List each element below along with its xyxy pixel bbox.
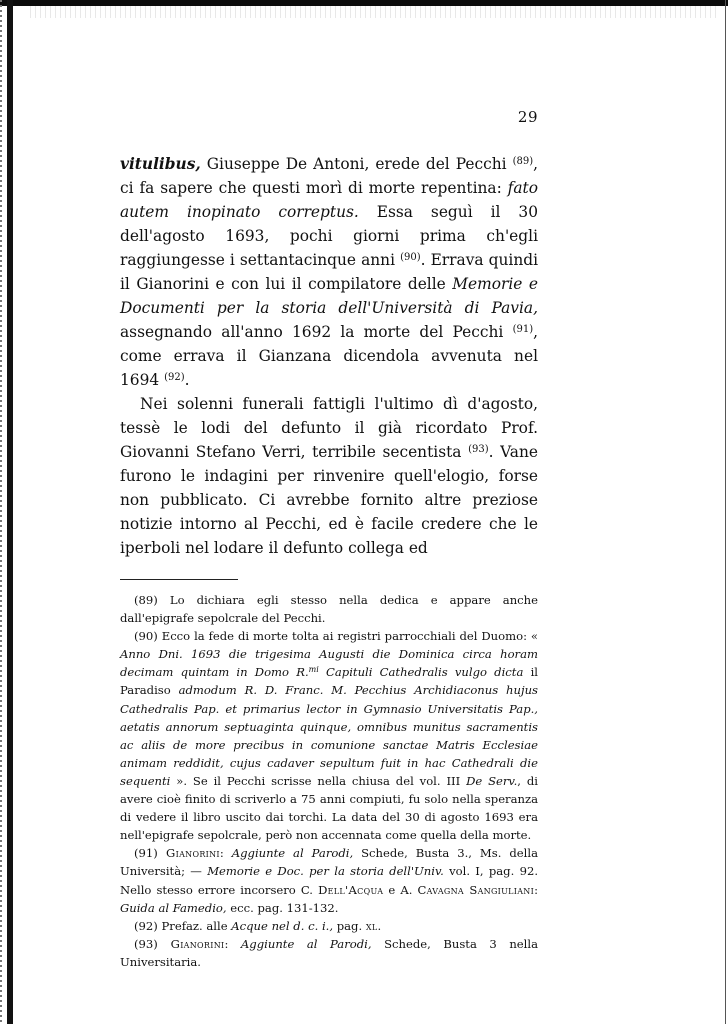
text-run: . Vane furono le indagini per rinvenire quell'elogio, forse non pubblicato. Ci avrebbe fornito altre preziose notizie intorno al Pecchi, ed è facile credere che le iperboli nel lodare il defunto collega ed: [120, 443, 538, 557]
body-text: [120, 152, 538, 560]
footnote-mark: (90): [134, 629, 158, 644]
footnote-separator: [120, 579, 238, 580]
text-run: Prefaz. alle: [157, 918, 232, 933]
footnote-mark: (93): [134, 936, 158, 951]
text-run: ecc. pag. 131-132.: [226, 900, 339, 915]
work-title: Memorie e Doc. per la storia dell'Univ.: [207, 864, 444, 879]
text-run: Ecco la fede di morte tolta ai registri parrocchiali del Duomo: «: [157, 629, 538, 644]
footnote-92: [120, 917, 538, 935]
latin-quote: admodum R. D. Franc. M. Pecchius Archidiaconus hujus Cathedralis Pap. et primarius lector in Gymnasio Universitatis Pap., aetatis annorum septuaginta quinque, omnibus munitus sacramentis ac aliis de more precibus in comunione sanctae Matris Ecclesiae animam reddidit, cujus cadaver sepultum fuit in hac Cathedrali die sequenti: [120, 683, 538, 788]
author-name: Gianorini: [157, 846, 220, 861]
latin-quote: Capituli Cathedralis vulgo dicta: [318, 665, 524, 680]
text-run: e A.: [383, 882, 418, 897]
work-title: Aggiunte al Parodi,: [231, 846, 354, 861]
author-name: Gianorini: [157, 936, 225, 951]
footnote-ref-93[interactable]: (93): [468, 444, 489, 455]
text-run: Essa seguì il 30 dell'agosto 1693, pochi giorni prima ch'egli raggiungesse i settantacinque anni: [120, 203, 538, 269]
text-run: , di avere cioè finito di scriverlo a 75 anni compiuti, fu solo nella speranza di vedere il libro uscito dai torchi. La data del 30 di agosto 1693 era nell'epigrafe sepolcrale, però non accennata come quella della morte.: [120, 773, 538, 843]
text-run: :: [224, 936, 241, 951]
book-page: [120, 104, 538, 971]
text-run: :: [534, 882, 538, 897]
text-run: Giuseppe De Antoni, erede del Pecchi: [200, 155, 513, 173]
footnote-ref-89[interactable]: (89): [512, 156, 534, 167]
paragraph-2: [120, 392, 538, 560]
text-run: assegnando all'anno 1692 la morte del Pecchi: [120, 323, 513, 341]
text-run: Schede, Busta 3., Ms. della Università; —: [120, 846, 538, 879]
footnote-ref-92[interactable]: (92): [164, 372, 185, 383]
text-run: Schede, Busta 3 nella Universitaria.: [120, 936, 538, 969]
work-title: Aggiunte al Parodi,: [240, 936, 372, 951]
scan-noise: [30, 6, 720, 18]
footnote-89: [120, 591, 538, 627]
text-run: pag.: [333, 918, 366, 933]
scan-border-left: [7, 0, 13, 1024]
author-name: Cavagna Sangiuliani: [417, 882, 535, 897]
latin-phrase: vitulibus,: [120, 155, 201, 173]
text-run: Nei solenni funerali fattigli l'ultimo dì d'agosto, tessè le lodi del defunto il già ricordato Prof. Giovanni Stefano Verri, terribile secentista: [120, 395, 538, 461]
text-run: . Errava quindi il Gianorini e con lui il compilatore delle: [120, 251, 539, 293]
footnote-91: [120, 844, 538, 916]
work-title: Acque nel d. c. i.,: [231, 918, 334, 933]
text-run: :: [219, 846, 232, 861]
footnote-90: [120, 627, 538, 844]
footnote-ref-90[interactable]: (90): [400, 252, 421, 263]
footnote-mark: (92): [134, 918, 158, 933]
text-run: , ci fa sapere che questi morì di morte repentina:: [120, 155, 538, 197]
scan-border-right: [725, 0, 726, 1024]
author-name: Dell'Acqua: [318, 882, 384, 897]
footnote-ref-91[interactable]: (91): [512, 324, 534, 335]
text-run: ». Se il Pecchi scrisse nella chiusa del vol. III: [170, 773, 467, 788]
footnote-93: [120, 935, 538, 971]
abbrev-superscript: mi: [308, 665, 319, 675]
work-title: De Serv.: [466, 773, 518, 788]
roman-numeral: xl: [365, 918, 378, 933]
footnote-mark: (91): [134, 846, 158, 861]
text-run: , come errava il Gianzana dicendola avvenuta nel 1694: [120, 323, 538, 389]
latin-quote: fato autem inopinato correptus.: [120, 179, 538, 221]
text-run: il Paradiso: [120, 665, 538, 698]
text-run: .: [377, 918, 382, 933]
latin-quote: Anno Dni. 1693 die trigesima Augusti die Dominica circa horam decimam quintam in Domo R.: [120, 647, 538, 680]
footnote-mark: (89): [134, 593, 158, 607]
footnote-text: Lo dichiara egli stesso nella dedica e appare anche dall'epigrafe sepolcrale del Pecchi.: [120, 593, 538, 626]
page-number: 29: [517, 108, 538, 126]
footnotes: [120, 591, 538, 971]
work-title: Guida al Famedio,: [120, 900, 227, 915]
text-run: .: [184, 371, 190, 389]
text-run: vol. I, pag. 92. Nello stesso errore incorsero C.: [120, 864, 539, 897]
scan-edge-left: [0, 0, 2, 1024]
work-title: Memorie e Documenti per la storia dell'Università di Pavia,: [120, 275, 538, 317]
paragraph-1: [120, 152, 538, 392]
